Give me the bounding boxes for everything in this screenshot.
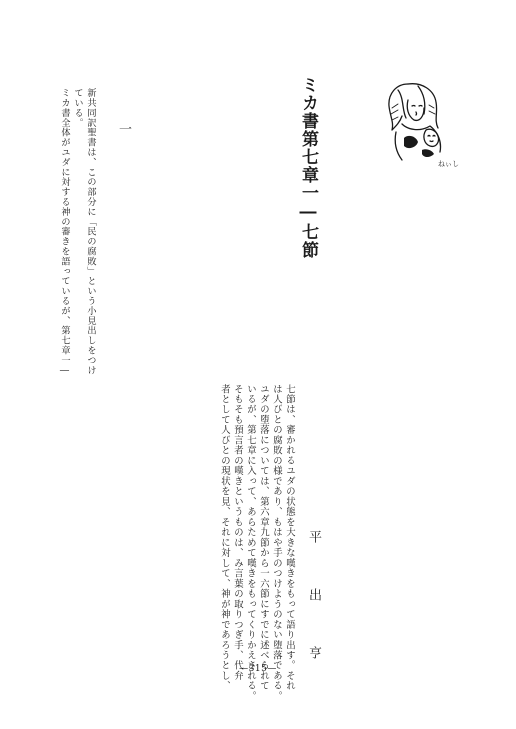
article-title: ミカ書第七章一―七節 xyxy=(298,76,318,259)
ink-sketch-illustration-icon xyxy=(378,78,468,170)
body-line: は人びとの腐敗の様であり、もはや手のつけようのない堕落である。 xyxy=(271,384,282,702)
page-number: —315— xyxy=(239,664,277,674)
body-line: いるが、第七章に入って、あらためて嘆きをもってくりかえされる。 xyxy=(245,384,256,702)
note-line: ている。 xyxy=(72,88,83,128)
body-line: 者として人びとの現状を見、それに対して、神が神であろうとし、 xyxy=(219,384,230,692)
section-number: 一 xyxy=(116,122,131,135)
author-name: 平 出 亨 xyxy=(306,530,321,675)
body-line: そもそも預言者の嘆きというものは、み言葉の取りつぎ手、代弁 xyxy=(232,384,243,681)
body-line: 七節は、審かれるユダの状態を大きな嘆きをもって語り出す。それ xyxy=(284,384,295,692)
note-line: 新共同訳聖書は、この部分に「民の腐敗」という小見出しをつけ xyxy=(85,88,96,376)
illustration-signature: ねぃし xyxy=(438,160,459,168)
body-line: ユダの堕落については、第六章九節から一六節にすでに述べられて xyxy=(258,384,269,692)
note-line: ミカ書全体がユダに対する神の審きを語っているが、第七章一― xyxy=(59,88,70,377)
